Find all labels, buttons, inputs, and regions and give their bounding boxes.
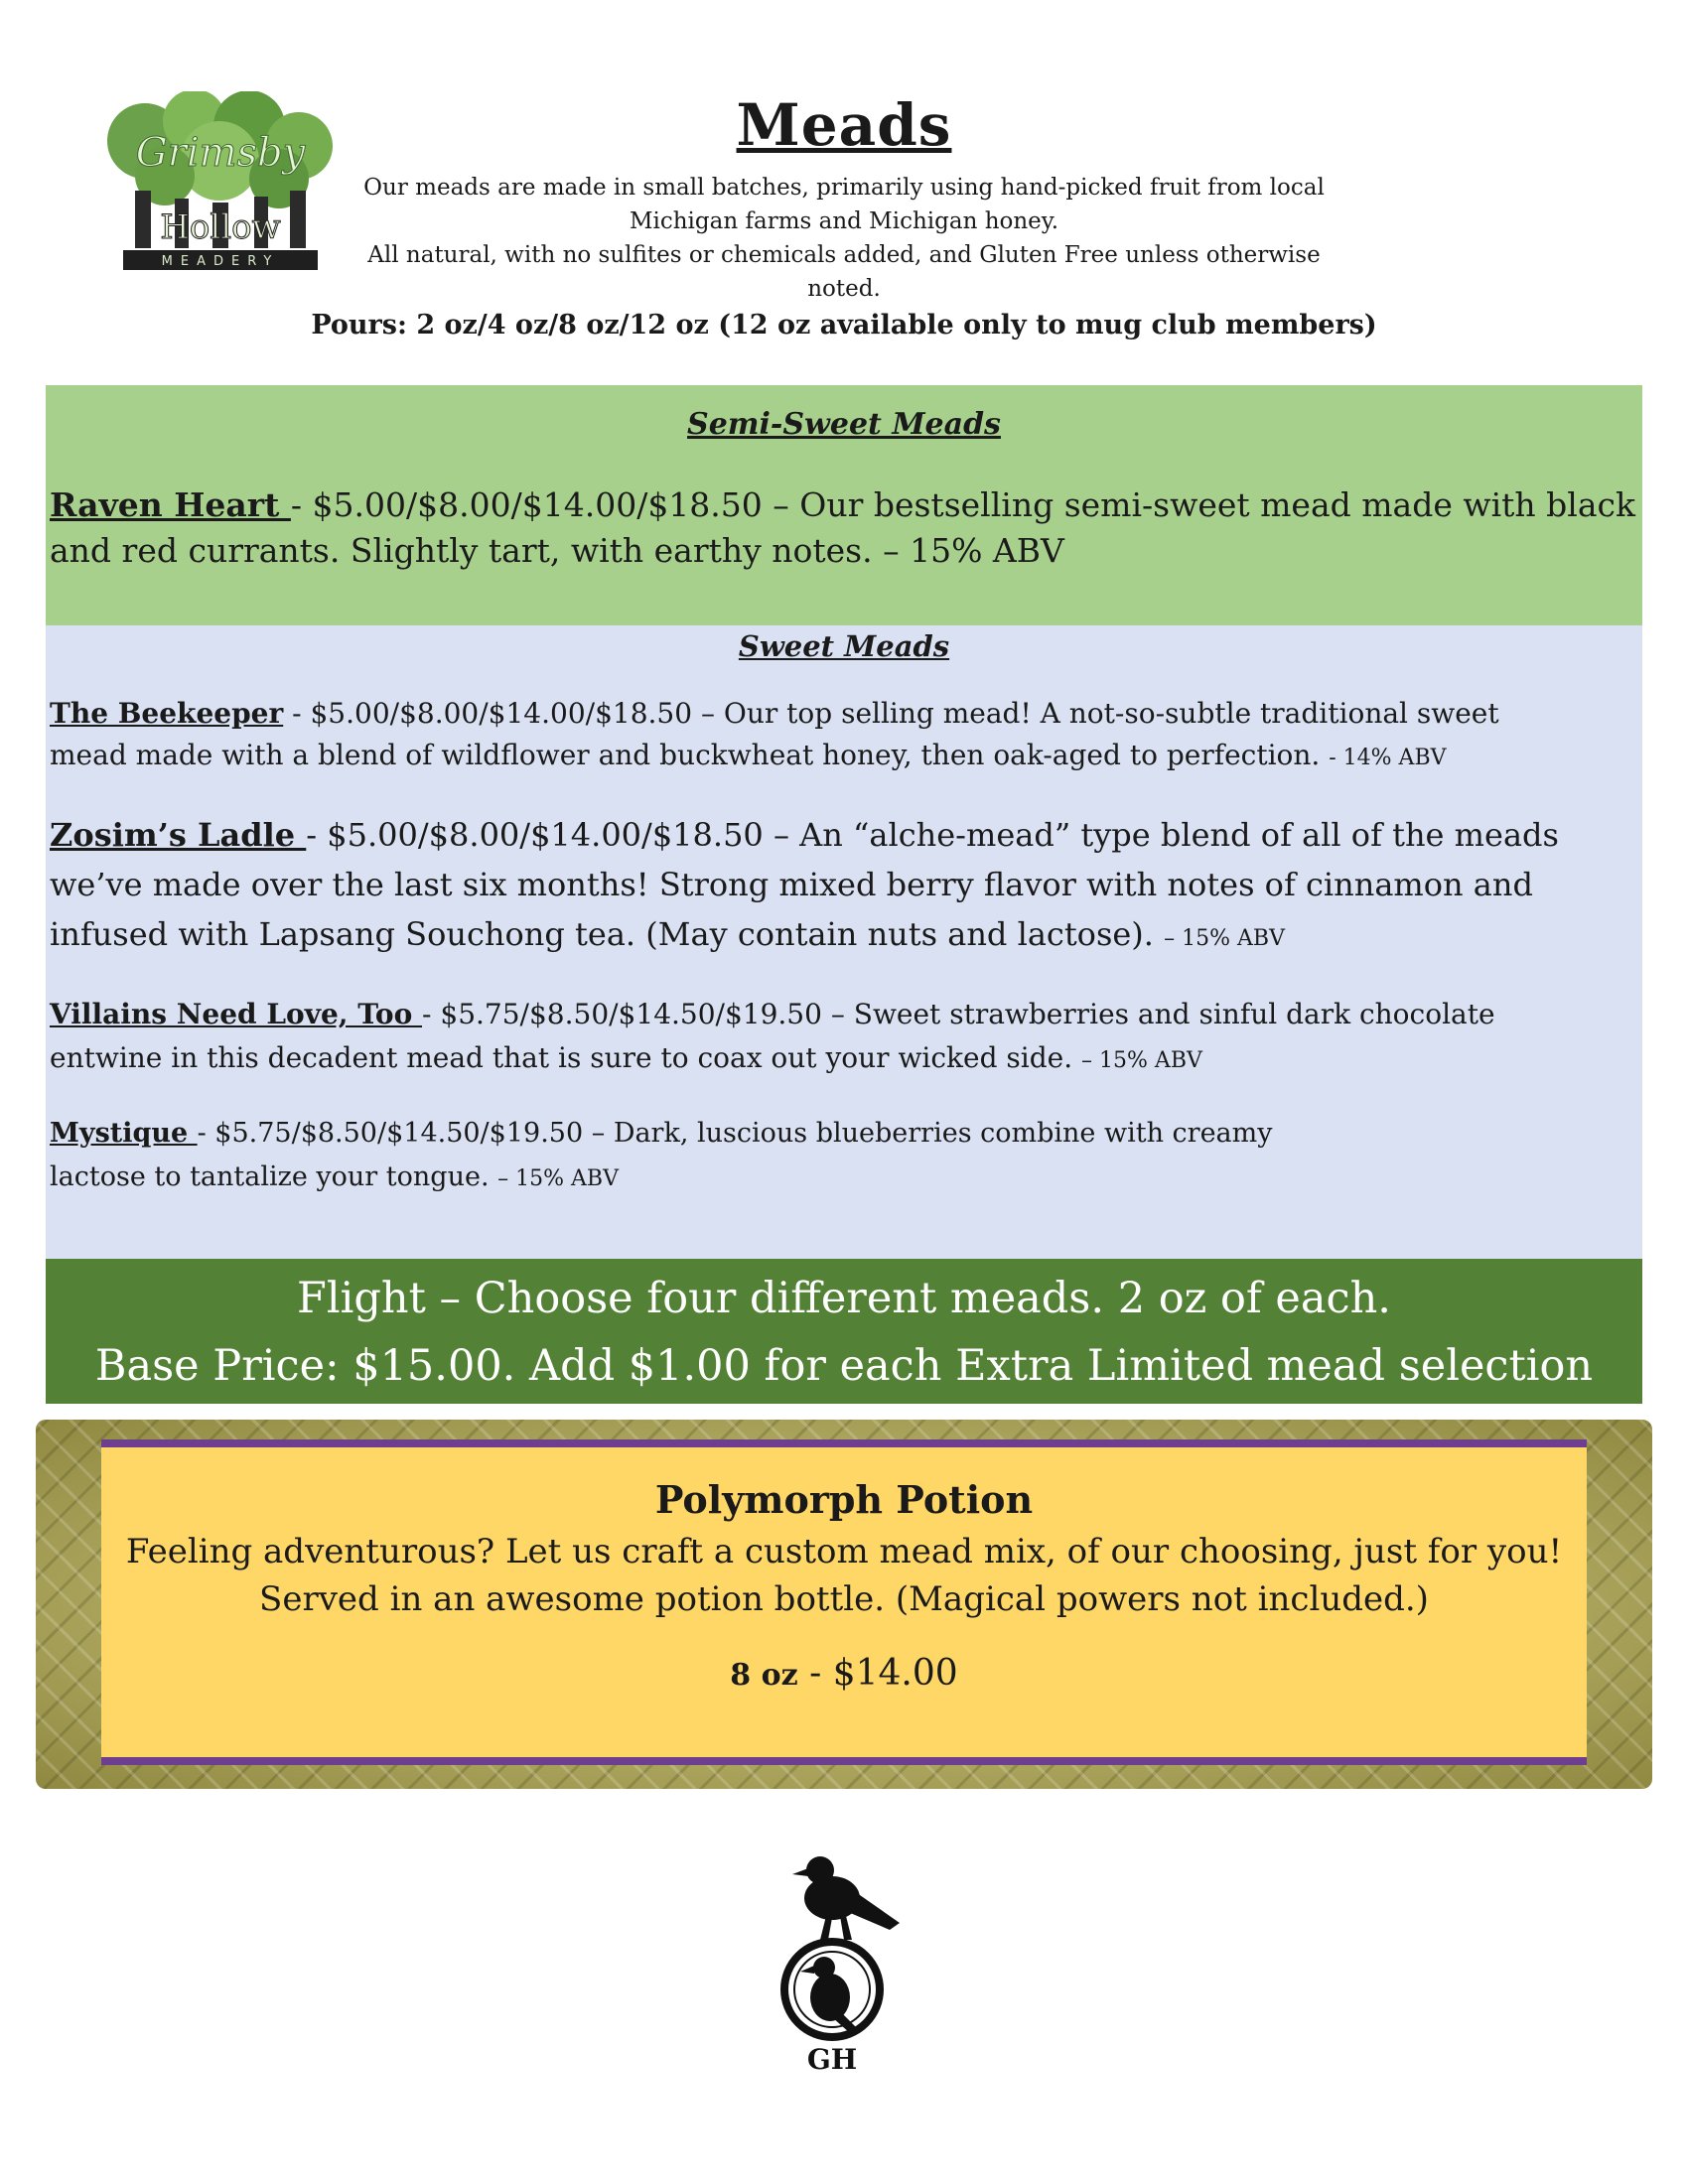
item-prices: - $5.00/$8.00/$14.00/$18.50 xyxy=(283,697,693,730)
item-abv: – 15% ABV xyxy=(1164,926,1285,951)
flight-line: Flight – Choose four different meads. 2 oz of each. xyxy=(297,1274,1391,1323)
page-title: Meads xyxy=(736,91,952,159)
section-heading: Semi-Sweet Meads xyxy=(687,407,1001,442)
flight-line: Base Price: $15.00. Add $1.00 for each Extra Limited mead selection xyxy=(94,1341,1594,1391)
logo-text-grimsby: Grimsby xyxy=(135,130,306,176)
item-description: – Dark, luscious blueberries combine with creamy lactose to tantalize your tongue. xyxy=(50,1118,1273,1192)
item-description: – An “alche-mead” type blend of all of the meads we’ve made over the last six months! Strong mixed berry flavor with notes of cinnamon and infused with Lapsang Souchong tea. (May contain nuts and lactose). xyxy=(50,816,1559,953)
menu-item xyxy=(50,1112,1281,1201)
menu-item xyxy=(50,482,1638,574)
item-prices: - $5.00/$8.00/$14.00/$18.50 xyxy=(306,816,764,854)
polymorph-price-value: - $14.00 xyxy=(797,1653,958,1694)
raven-gh-logo xyxy=(771,1848,917,2079)
item-description: – Our top selling mead! A not-so-subtle traditional sweet mead made with a blend of wildflower and buckwheat honey, then oak-aged to perfection. xyxy=(50,697,1499,771)
circle-raven-icon xyxy=(784,1942,880,2037)
intro-line: All natural, with no sulfites or chemicals added, and Gluten Free unless otherwise noted. xyxy=(367,242,1321,302)
logo-text-hollow: Hollow xyxy=(160,207,281,247)
polymorph-description xyxy=(101,1528,1587,1623)
intro-line: Michigan farms and Michigan honey. xyxy=(629,208,1059,234)
perched-raven-icon xyxy=(792,1856,900,1940)
section-heading: Sweet Meads xyxy=(738,629,950,663)
gh-initials: GH xyxy=(806,2043,858,2076)
item-abv: – 15% ABV xyxy=(883,531,1064,570)
flight-banner xyxy=(46,1259,1642,1404)
polymorph-title: Polymorph Potion xyxy=(654,1477,1034,1522)
pours-info: Pours: 2 oz/4 oz/8 oz/12 oz (12 oz available only to mug club members) xyxy=(311,310,1377,341)
item-abv: – 15% ABV xyxy=(497,1166,619,1191)
item-name: Mystique xyxy=(50,1118,198,1149)
logo-text-meadery: MEADERY xyxy=(161,254,280,269)
item-abv: - 14% ABV xyxy=(1329,746,1447,770)
semi-sweet-section xyxy=(46,385,1642,625)
item-prices: - $5.75/$8.50/$14.50/$19.50 xyxy=(197,1118,584,1149)
item-name: The Beekeeper xyxy=(50,697,284,730)
menu-item xyxy=(50,693,1579,779)
menu-item xyxy=(50,810,1579,964)
polymorph-frame xyxy=(36,1420,1652,1789)
item-description: – Sweet strawberries and sinful dark chocolate entwine in this decadent mead that is sure to coax out your wicked side. xyxy=(50,998,1495,1074)
intro-line: Our meads are made in small batches, primarily using hand-picked fruit from local xyxy=(363,175,1325,201)
item-name: Zosim’s Ladle xyxy=(50,816,307,854)
item-description: – Our bestselling semi-sweet mead made with black and red currants. Slightly tart, with earthy notes. xyxy=(50,485,1635,570)
item-prices: - $5.75/$8.50/$14.50/$19.50 xyxy=(422,998,822,1030)
polymorph-panel xyxy=(101,1439,1587,1765)
intro-text xyxy=(338,171,1350,306)
polymorph-price xyxy=(101,1653,1587,1694)
item-name: Raven Heart xyxy=(50,485,291,524)
polymorph-line: Served in an awesome potion bottle. (Magical powers not included.) xyxy=(259,1579,1429,1619)
polymorph-size: 8 oz xyxy=(730,1658,798,1693)
item-prices: - $5.00/$8.00/$14.00/$18.50 xyxy=(290,485,763,524)
item-name: Villains Need Love, Too xyxy=(50,998,423,1030)
sweet-section xyxy=(46,625,1642,1259)
menu-item xyxy=(50,993,1579,1083)
item-abv: – 15% ABV xyxy=(1081,1048,1202,1073)
polymorph-line: Feeling adventurous? Let us craft a custom mead mix, of our choosing, just for you! xyxy=(125,1532,1563,1571)
